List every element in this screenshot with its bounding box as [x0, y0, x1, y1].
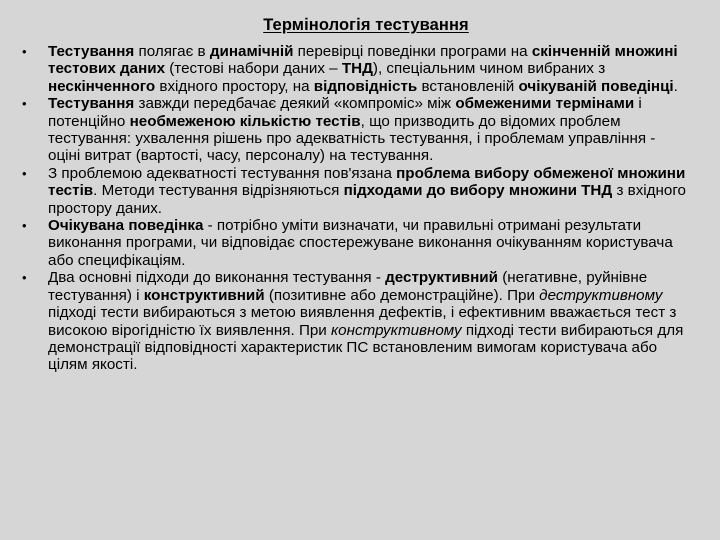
italic-term: деструктивному: [539, 286, 663, 304]
bold-term: ТНД: [341, 60, 373, 78]
slide-title-text: Термінологія тестування: [263, 16, 469, 34]
bold-term: обмеженими термінами: [455, 95, 635, 113]
text-run: , що призводить до відомих проблем тестування: ухвалення рішень про адекватність тестування, і проблемам управління - оціні витрат (вартості, часу, персоналу) на тестування.: [48, 112, 656, 165]
bullet-item: [22, 217, 688, 269]
text-run: підході тести вибираються для демонстрації відповідності характеристик ПС встановленим вимогам користувача або цілям якості.: [48, 321, 684, 374]
bullet-text: [48, 217, 673, 269]
bold-term: Очікувана поведінка: [48, 217, 204, 235]
bold-term: Тестування: [48, 95, 135, 113]
bullet-dot-icon: •: [22, 270, 27, 286]
bold-term: очікуваній поведінці: [518, 77, 674, 95]
text-run: підході тести вибираються з метою виявлення дефектів, і ефективним вважається тест з високою вірогідністю їх виявлення. При: [48, 304, 677, 339]
bold-term: нескінченного: [48, 77, 156, 95]
bold-term: динамічній: [209, 43, 294, 60]
bullet-dot-icon: •: [22, 218, 27, 234]
bullet-item: [22, 43, 688, 95]
bullet-text: [48, 43, 678, 95]
bullet-text: [48, 269, 683, 373]
text-run: перевірці поведінки програми на: [293, 43, 532, 60]
slide-title: [0, 16, 720, 35]
bullet-text: [48, 95, 655, 164]
bullet-dot-icon: •: [22, 96, 27, 112]
bullet-text: [48, 165, 686, 217]
text-run: Два основні підходи до виконання тестування -: [48, 269, 386, 287]
text-run: полягає в: [134, 43, 210, 60]
bullet-list: [22, 43, 688, 374]
bold-term: проблема вибору обмеженої множини тестів: [48, 164, 686, 200]
text-run: і потенційно: [48, 95, 642, 130]
bold-term: скінченній множині тестових даних: [48, 43, 678, 78]
bold-term: конструктивний: [143, 286, 265, 304]
bullet-dot-icon: •: [22, 165, 27, 181]
bullet-dot-icon: •: [22, 44, 27, 59]
text-run: завжди передбачає деякий «компроміс» між: [134, 95, 456, 113]
text-run: . Методи тестування відрізняються: [93, 182, 344, 200]
bullet-item: [22, 269, 688, 374]
bold-term: деструктивний: [385, 269, 498, 287]
text-run: (тестові набори даних –: [165, 60, 342, 78]
bullet-item: [22, 95, 688, 165]
text-run: вхідного простору, на: [155, 77, 314, 95]
text-run: встановленій: [417, 77, 519, 95]
bold-term: підходами до вибору множини ТНД: [343, 182, 613, 200]
bold-term: Тестування: [48, 43, 135, 60]
text-run: .: [673, 77, 678, 95]
text-run: (позитивне або демонстраційне). При: [264, 286, 540, 304]
text-run: - потрібно уміти визначати, чи правильні отримані результати виконання програми, чи відповідає спостережуване виконання очікуванням користувача або специфікаціям.: [48, 217, 673, 269]
bold-term: необмеженою кількістю тестів: [129, 112, 361, 130]
bullet-item: [22, 164, 688, 217]
italic-term: конструктивному: [331, 321, 462, 339]
text-run: З проблемою адекватності тестування пов'язана: [48, 164, 397, 182]
bold-term: відповідність: [313, 77, 418, 95]
text-run: ), спеціальним чином вибраних з: [372, 60, 606, 78]
text-run: з вхідного простору даних.: [48, 182, 687, 217]
text-run: (негативне, руйнівне тестування) і: [48, 269, 648, 304]
